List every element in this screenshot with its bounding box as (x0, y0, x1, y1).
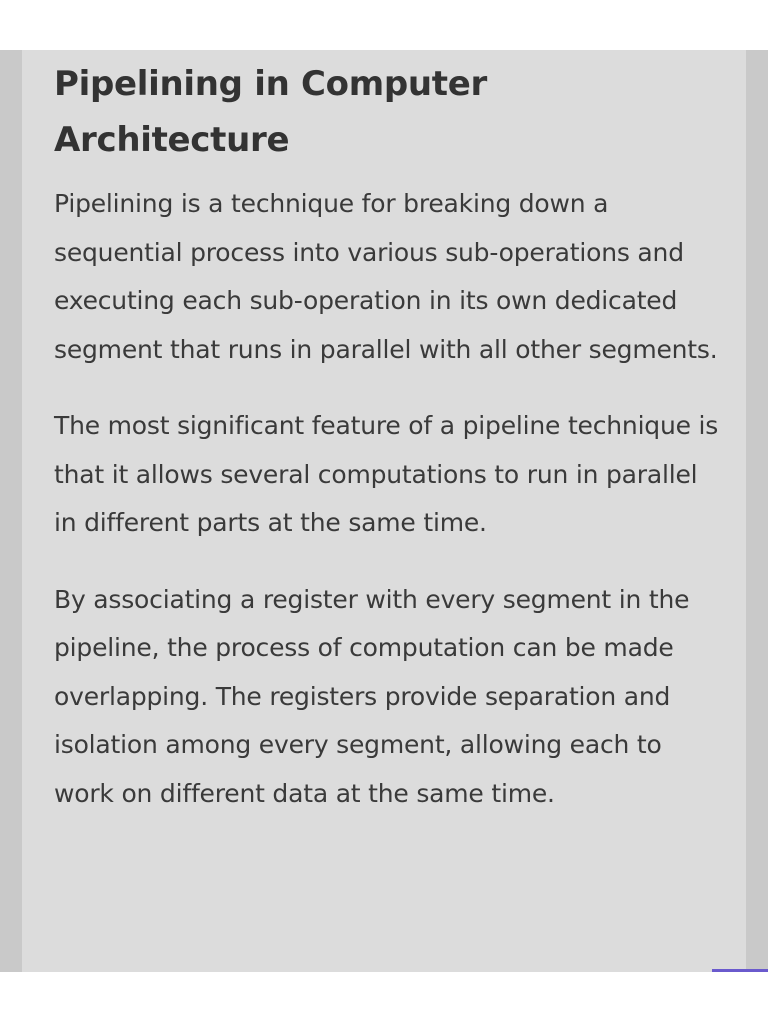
right-margin-strip (744, 50, 768, 972)
article-card (22, 50, 746, 972)
paragraph-registers: By associating a register with every segment in the pipeline, the process of computation can be made overlapping. The registers provide separation and isolation among every segment, allowing each to work on different data at the same time. (54, 584, 690, 808)
accent-underline (712, 969, 768, 972)
paragraph-feature: The most significant feature of a pipeline technique is that it allows several computations to run in parallel in different parts at the same time. (54, 411, 719, 537)
left-margin-strip (0, 50, 24, 972)
paragraph-definition: Pipelining is a technique for breaking down a sequential process into various sub-operations and executing each sub-operation in its own dedicated segment that runs in parallel with all other segments. (54, 189, 718, 364)
article-title: Pipelining in Computer Architecture (54, 64, 487, 160)
